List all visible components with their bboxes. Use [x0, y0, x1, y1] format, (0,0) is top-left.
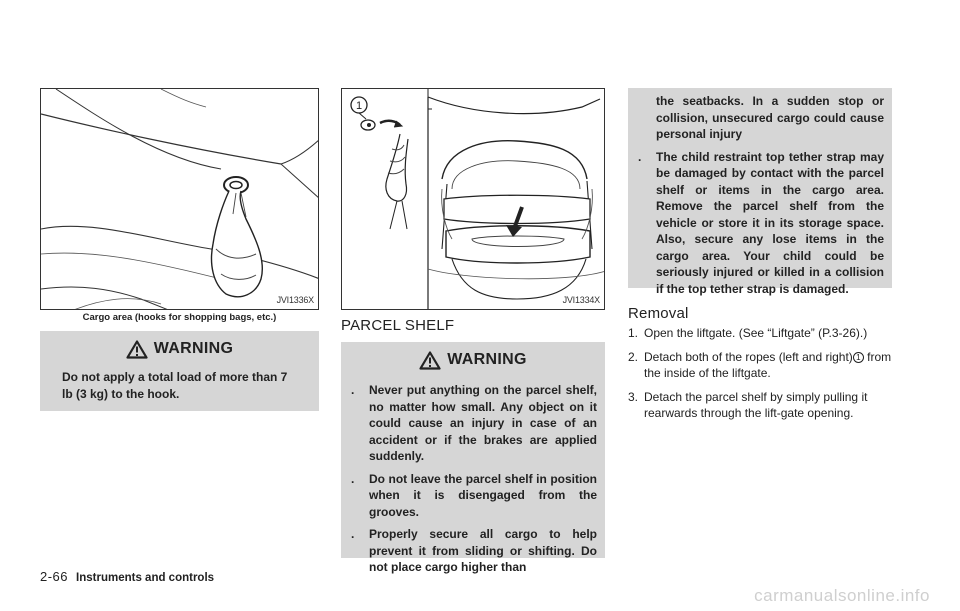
bullet: .: [351, 471, 355, 486]
warning-continued-text: the seatbacks. In a sudden stop or collision, unsecured cargo could cause personal injury: [656, 94, 884, 141]
warning-box-hook: [40, 331, 319, 411]
warning-title: WARNING: [153, 340, 234, 357]
warning-item: . Do not leave the parcel shelf in position when it is disengaged from the grooves.: [351, 471, 597, 519]
bullet: .: [351, 383, 355, 397]
section-title-parcel-shelf: PARCEL SHELF: [341, 317, 455, 334]
watermark: carmanualsonline.info: [754, 586, 930, 605]
warning-item: . The child restraint top tether strap may be damaged by contact with the parcel shelf or items in the cargo area. Remove the parcel shelf from the vehicle or store it in its storage space. Also, secure any lose items in the cargo area. Your child could be seriously injured or killed in a collision if the top tether strap is damaged.: [638, 149, 884, 296]
warning-title: WARNING: [447, 351, 527, 368]
warning-item: . Properly secure all cargo to help prevent it from sliding or shifting. Do not place cargo higher than: [351, 527, 597, 574]
step-item: 1. Open the liftgate. (See “Liftgate” (P.3-26).): [628, 326, 868, 340]
footer-section: Instruments and controls: [76, 572, 215, 584]
removal-steps: [628, 325, 894, 429]
warning-item: . Never put anything on the parcel shelf, no matter how small. Any object on it could cause an injury in case of an accident or if the brakes are applied suddenly.: [351, 383, 597, 463]
warning-list: [636, 149, 884, 298]
section-title-removal: Removal: [628, 305, 689, 322]
figure-code: JVI1336X: [276, 295, 314, 305]
figure-caption: Cargo area (hooks for shopping bags, etc.): [82, 312, 277, 323]
callout-circle-icon: 1: [853, 352, 864, 363]
step-item: 3. Detach the parcel shelf by simply pulling it rearwards through the lift-gate opening.: [628, 389, 868, 420]
page-number: 2-66: [40, 569, 69, 584]
figure-code: JVI1334X: [562, 295, 600, 305]
cargo-hook-figure: [40, 88, 319, 310]
warning-header: [40, 331, 319, 367]
bullet: .: [351, 527, 355, 541]
parcel-shelf-illustration: [342, 89, 605, 310]
cargo-hook-illustration: [41, 89, 319, 310]
warning-box-parcel-shelf: [341, 342, 605, 574]
warning-box-continued: [628, 88, 892, 296]
page-footer: [40, 569, 214, 584]
warning-list: [341, 378, 605, 576]
callout-number: 1: [355, 100, 363, 112]
step-item: 2. Detach both of the ropes (left and right) 1 from the inside of the liftgate.: [628, 349, 892, 380]
warning-triangle-icon: [419, 351, 441, 370]
warning-header: [341, 342, 605, 378]
warning-text: Do not apply a total load of more than 7 lb (3 kg) to the hook.: [62, 370, 288, 401]
parcel-shelf-figure: [341, 88, 605, 310]
bullet: .: [638, 149, 642, 164]
warning-triangle-icon: [126, 340, 148, 359]
